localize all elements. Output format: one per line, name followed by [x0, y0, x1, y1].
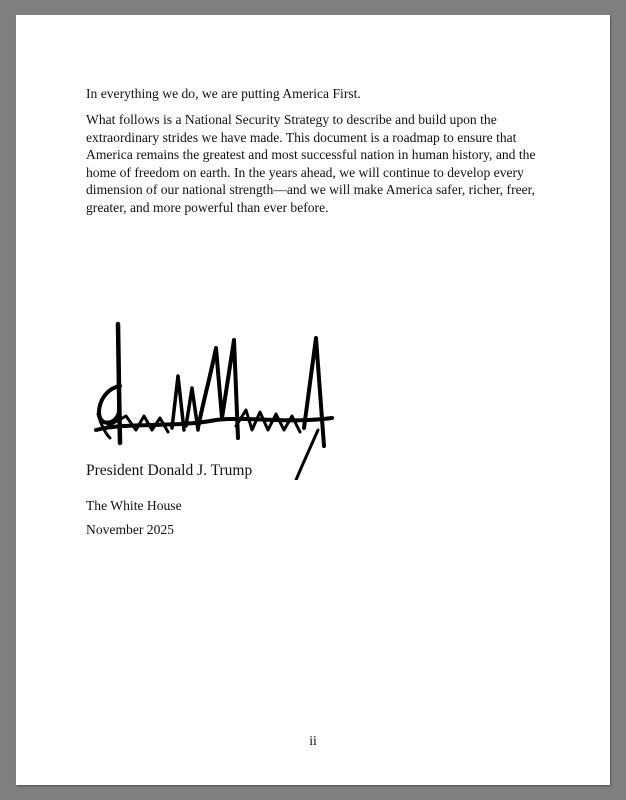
page-number: ii [309, 733, 317, 748]
signer-place: The White House [86, 498, 182, 513]
paragraph-body: What follows is a National Security Strategy to describe and build upon the extraordinary strides we have made. This document is a roadmap to ensure that America remains the greatest and most successful nation in human history, and the home of freedom on earth. In the years ahead, we will continue to develop every dimension of our national strength—and we will make America safer, richer, freer, greater, and more powerful than ever before. [86, 112, 536, 215]
signature-icon [86, 318, 336, 480]
paragraph-intro: In everything we do, we are putting America First. [86, 86, 361, 101]
signer-name: President Donald J. Trump [86, 462, 253, 479]
signature-date: November 2025 [86, 522, 174, 537]
document-page [16, 15, 610, 785]
